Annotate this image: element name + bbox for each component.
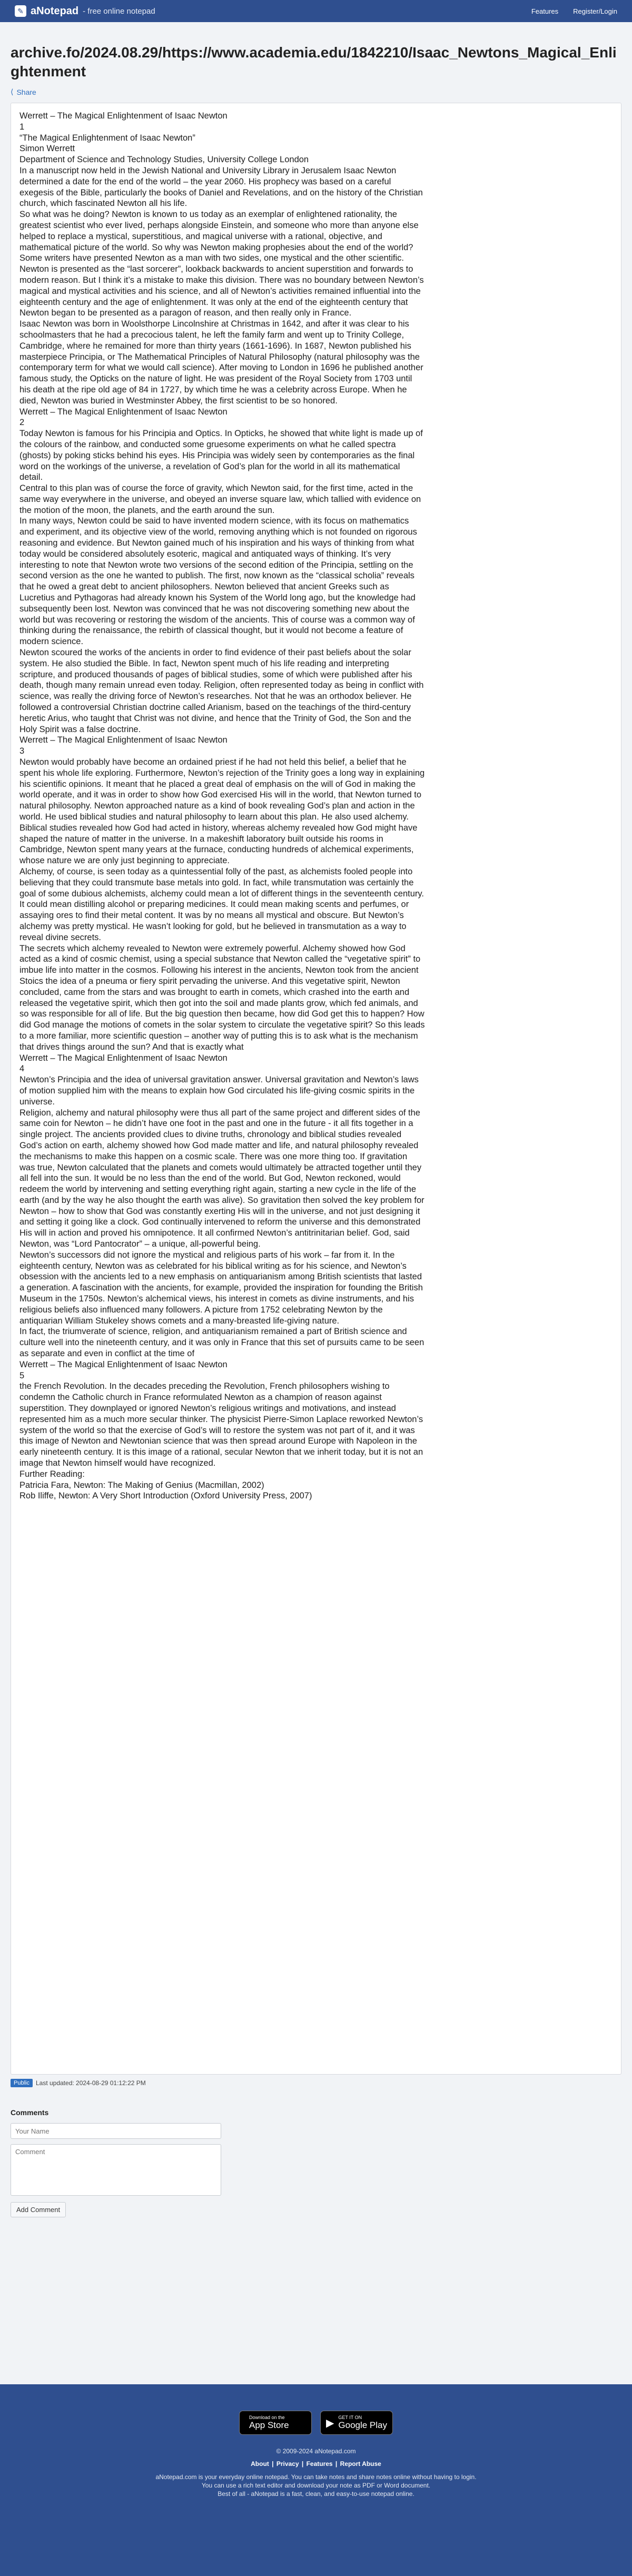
footer-link-report-abuse[interactable]: Report Abuse [340,2460,381,2468]
google-play-large: Google Play [338,2420,388,2430]
app-store-small: Download on the [249,2415,285,2420]
app-store-large: App Store [249,2420,289,2430]
footer-link-privacy[interactable]: Privacy [276,2460,299,2468]
note-line: Isaac Newton was born in Woolsthorpe Lincolnshire at Christmas in 1642, and after it was clear to his schoolmasters that he had a precocious talent, he left the family farm and went up to Trinity College, Cambridge, where he remained for more than thirty years (1661-1696). In 1687, Newton published his masterpiece Principia, or The Mathematical Principles of Natural Philosophy (natural philosophy was the contemporary term for what we would call science). After moving to London in 1696 he published another famous study, the Opticks on the nature of light. He was president of the Royal Society from 1703 until his death at the ripe old age of 84 in 1727, by which time he was a celebrity across Europe. When he died, Newton was buried in Westminster Abbey, the first scientist to be so honored. [19,319,423,406]
brand-name: aNotepad [31,5,79,17]
note-line: 4 [19,1064,25,1074]
footer-desc-line: You can use a rich text editor and download your note as PDF or Word document. [201,2482,431,2489]
google-play-text [338,2415,387,2431]
note-line: Religion, alchemy and natural philosophy were thus all part of the same project and different sides of the same coin for Newton – he didn’t have one foot in the past and one in the future - it all fits together in a single project. The ancients provided clues to divine truths, chronology and biblical studies revealed God’s action on earth, alchemy showed how God made matter and life, and natural philosophy revealed the mechanisms to make this happen on a cosmic scale. There was one more thing too. If gravitation was true, Newton calculated that the planets and comets would ultimately be attracted together until they all fell into the sun. It would be no less than the end of the world. But God, Newton reckoned, would redeem the world by intervening and setting everything right again, starting a new cycle in the life of the earth (and by the way he also thought the earth was alive). So gravitation then solved the key problem for Newton – how to show that God was constantly exerting His will in the universe, and not just designing it and setting it going like a clock. God continually intervened to reform the universe and this demonstrated His will in action and proved his omnipotence. It all confirmed Newton’s antitrinitarian belief. God, said Newton, was “Lord Pantocrator” – a unique, all-powerful being. [19,1108,424,1249]
share-icon: ⟨ [11,87,14,96]
note-line: The secrets which alchemy revealed to Newton were extremely powerful. Alchemy showed how God acted as a kind of cosmic chemist, using a special substance that Newton called the “vegetative spirit” to imbue life into matter in the cosmos. Following his interest in the ancients, Newton took from the ancient Stoics the idea of a pneuma or fiery spirit pervading the universe. And this vegetative spirit, Newton concluded, came from the stars and was brought to earth in comets, which crashed into the earth and released the vegetative spirit, which then got into the soil and made plants grow, which fed animals, and so was responsible for all of life. But the big question then became, how did God get this to happen? How did God manage the motions of comets in the solar system to circulate the vegetative spirit? So this leads to a more familiar, more scientific question – another way of putting this is to ask what is the mechanism that drives things around the sun? And that is exactly what [19,943,425,1052]
footer-desc-line: aNotepad.com is your everyday online notepad. You can take notes and share notes online without having to login. [155,2473,477,2481]
note-line: Newton’s successors did not ignore the mystical and religious parts of his work – far from it. In the eighteenth century, Newton was as celebrated for his biblical writing as for his science, and Newton’s obsession with the ancients led to a new emphasis on antiquarianism among British scientists that lasted a generation. A fascination with the ancients, for example, provided the inspiration for founding the British Museum in the 1750s. Newton’s alchemical views, his interest in comets as divine instruments, and his religious beliefs also influenced many followers. A picture from 1752 celebrating Newton by the antiquarian William Stukeley shows comets and a many-breasted life-giving nature. [19,1250,423,1326]
add-comment-button[interactable]: Add Comment [11,2202,66,2217]
play-icon: ▶ [326,2417,334,2429]
note-line: Further Reading: [19,1469,85,1479]
note-line: Department of Science and Technology Studies, University College London [19,155,309,165]
note-line: Werrett – The Magical Enlightenment of Isaac Newton [19,1053,228,1063]
footer-link-about[interactable]: About [251,2460,269,2468]
note-line: Werrett – The Magical Enlightenment of Isaac Newton [19,111,228,121]
app-store-button[interactable] [239,2411,312,2435]
google-play-button[interactable] [320,2411,393,2435]
page-title: archive.fo/2024.08.29/https://www.academia.edu/1842210/Isaac_Newtons_Magical_Enlightenment [11,44,617,80]
note-line: Newton scoured the works of the ancients in order to find evidence of their past beliefs about the solar system. He also studied the Bible. In fact, Newton spent much of his life reading and interpreting scripture, and produced thousands of pages of biblical studies, some of which were published after his death, though many remain unread even today. Religion, often represented today as being in conflict with science, was really the driving force of Newton’s researches. Not that he was an orthodox believer. He followed a controversial Christian doctrine called Arianism, based on the teachings of the third-century heretic Arius, who taught that Christ was not divine, and hence that the Trinity of God, the Son and the Holy Spirit was a false doctrine. [19,648,424,734]
nav-link-features[interactable]: Features [531,7,559,15]
note-line: Newton’s Principia and the idea of universal gravitation answer. Universal gravitation and Newton’s laws of motion supplied him with the means to explain how God circulated his life-giving cosmic spirits in the universe. [19,1075,419,1107]
share-button[interactable] [11,87,621,96]
note-line: Werrett – The Magical Enlightenment of Isaac Newton [19,735,228,745]
share-label: Share [16,87,36,96]
app-store-text [249,2415,289,2431]
comment-textarea[interactable] [11,2144,221,2196]
note-line: Alchemy, of course, is seen today as a quintessential folly of the past, as alchemists fooled people into believing that they could transmute base metals into gold. In fact, while transmutation was certainly the goal of some dubious alchemists, alchemy could mean a lot of different things in the seventeenth century. It could mean distilling alcohol or preparing medicines. It could mean making scents and perfumes, or assaying ores to find their metal content. It was by no means all mystical and obscure. But Newton’s alchemy was pretty mystical. He wasn’t looking for gold, but he believed in transmutation as a way to reveal divine secrets. [19,866,424,942]
note-line: Newton would probably have become an ordained priest if he had not held this belief, a belief that he spent his whole life exploring. Furthermore, Newton’s rejection of the Trinity goes a long way in explaining his scientific opinions. It meant that he placed a great deal of emphasis on the will of God in making the world operate, and it was in order to show how God exercised His will in the world, that Newton turned to natural philosophy. Newton approached nature as a kind of book revealing God’s plan and action in the world. He used biblical studies and natural philosophy to learn about this plan. He also used alchemy. Biblical studies revealed how God had acted in history, whereas alchemy revealed how God might have shaped the nature of matter in the universe. In a makeshift laboratory built outside his rooms in Cambridge, Newton spent many years at the furnace, conducting hundreds of alchemical experiments, whose nature we are only just beginning to appreciate. [19,757,425,866]
main-container [11,22,621,2217]
nav-links [531,7,617,15]
copyright: © 2009-2024 aNotepad.com [276,2447,356,2455]
footer [0,2384,632,2576]
notepad-logo-icon: ✎ [15,5,26,17]
note-line: 5 [19,1370,25,1380]
google-play-small: GET IT ON [338,2415,362,2420]
public-badge: Public [11,2079,33,2087]
note-line: So what was he doing? Newton is known to us today as an exemplar of enlightened rationality, the greatest scientist who ever lived, perhaps alongside Einstein, and someone who more than anyone else helped to replace a mystical, superstitious, and magical universe with a rational, objective, and mathematical picture of the world. So why was Newton making prophesies about the end of the world? Some writers have presented Newton as a man with two sides, one mystical and the other scientific. Newton is presented as the “last sorcerer”, lookback backwards to ancient superstition and forwards to modern reason. But I think it’s a mistake to make this division. There was no boundary between Newton’s magical and mystical activities and his science, and all of Newton’s activities remained influential into the eighteenth century and the age of enlightenment. It was only at the end of the eighteenth century that Newton began to be presented as a paragon of reason, and then really only in France. [19,210,424,318]
comment-name-input[interactable] [11,2123,221,2139]
note-line: In fact, the triumverate of science, religion, and antiquarianism remained a part of British science and culture well into the nineteenth century, and it was only in France that this set of pursuits came to be seen as separate and even in conflict at the time of [19,1327,424,1359]
store-badges [0,2411,632,2435]
brand-tagline: - free online notepad [83,6,155,16]
footer-link-features[interactable]: Features [306,2460,333,2468]
note-line: 2 [19,418,25,428]
note-line: Central to this plan was of course the force of gravity, which Newton said, for the first time, acted in the same way everywhere in the universe, and obeyed an inverse square law, which tallied with evidence on the motion of the moon, the planets, and the earth around the sun. [19,483,421,515]
note-line: In many ways, Newton could be said to have invented modern science, with its focus on mathematics and experiment, and its objective view of the world, removing anything which is not founded on rigorous reasoning and evidence. But Newton gained much of his inspiration and his ways of thinking from what today would be considered absolutely esoteric, magical and antiquated ways of thinking. It’s very interesting to note that Newton wrote two versions of the second edition of the Principia, settling on the second version as the one he wanted to publish. The first, now known as the “classical scholia” reveals that he owed a great debt to ancient philosophers. Newton believed that ancient Greeks such as Lucretius and Pythagoras had already known his System of the World long ago, but the knowledge had subsequently been lost. Newton was convinced that he was not discovering something new about the world but was recovering or restoring the wisdom of the ancients. This of course was a common way of thinking during the renaissance, the rebirth of classical thought, but it would not become a feature of modern science. [19,516,417,647]
footer-desc-line: Best of all - aNotepad is a fast, clean, and easy-to-use notepad online. [218,2490,414,2498]
comments-heading: Comments [11,2108,49,2117]
footer-description [0,2473,632,2498]
note-body [19,111,425,1502]
note-line: 3 [19,746,25,756]
note-line: “The Magical Enlightenment of Isaac Newton” [19,133,195,143]
note-line: Simon Werrett [19,144,75,154]
nav-link-register-login[interactable]: Register/Login [573,7,617,15]
last-updated: Last updated: 2024-08-29 01:12:22 PM [35,2079,146,2087]
note-content [11,103,621,2075]
note-line: Werrett – The Magical Enlightenment of Isaac Newton [19,407,228,417]
note-line: Patricia Fara, Newton: The Making of Genius (Macmillan, 2002) [19,1480,264,1490]
note-line: Rob Iliffe, Newton: A Very Short Introduction (Oxford University Press, 2007) [19,1491,312,1501]
note-line: 1 [19,122,25,132]
note-line: Werrett – The Magical Enlightenment of Isaac Newton [19,1359,228,1369]
top-navbar [0,0,632,22]
note-line: the French Revolution. In the decades preceding the Revolution, French philosophers wishing to condemn the Catholic church in France reformulated Newton as a champion of reason against superstition. They downplayed or ignored Newton’s religious writings and motivations, and instead represented him as a much more secular thinker. The physicist Pierre-Simon Laplace reworked Newton’s system of the world so that the exercise of God’s will to restore the system was not part of it, and it was this image of Newton and Newtonian science that was then spread around Europe with Napoleon in the early nineteenth century. It is this image of a rational, secular Newton that we inherit today, but it is not an image that Newton himself would have recognized. [19,1381,423,1468]
footer-links: About | Privacy | Features | Report Abuse [251,2460,381,2468]
note-meta [11,2079,621,2087]
note-line: In a manuscript now held in the Jewish National and University Library in Jerusalem Isaac Newton determined a date for the end of the world – the year 2060. His prophecy was based on a careful exegesis of the Bible, particularly the books of Daniel and Revelations, and on the history of the Christian church, which fascinated Newton all his life. [19,165,423,209]
brand[interactable] [15,5,155,17]
note-line: Today Newton is famous for his Principia and Optics. In Opticks, he showed that white light is made up of the colours of the rainbow, and conducted some gruesome experiments on what he called spectra (ghosts) by poking sticks behind his eyes. His Principia was widely seen by contemporaries as the final word on the workings of the universe, a revelation of God’s plan for the world in all its mathematical detail. [19,429,423,482]
